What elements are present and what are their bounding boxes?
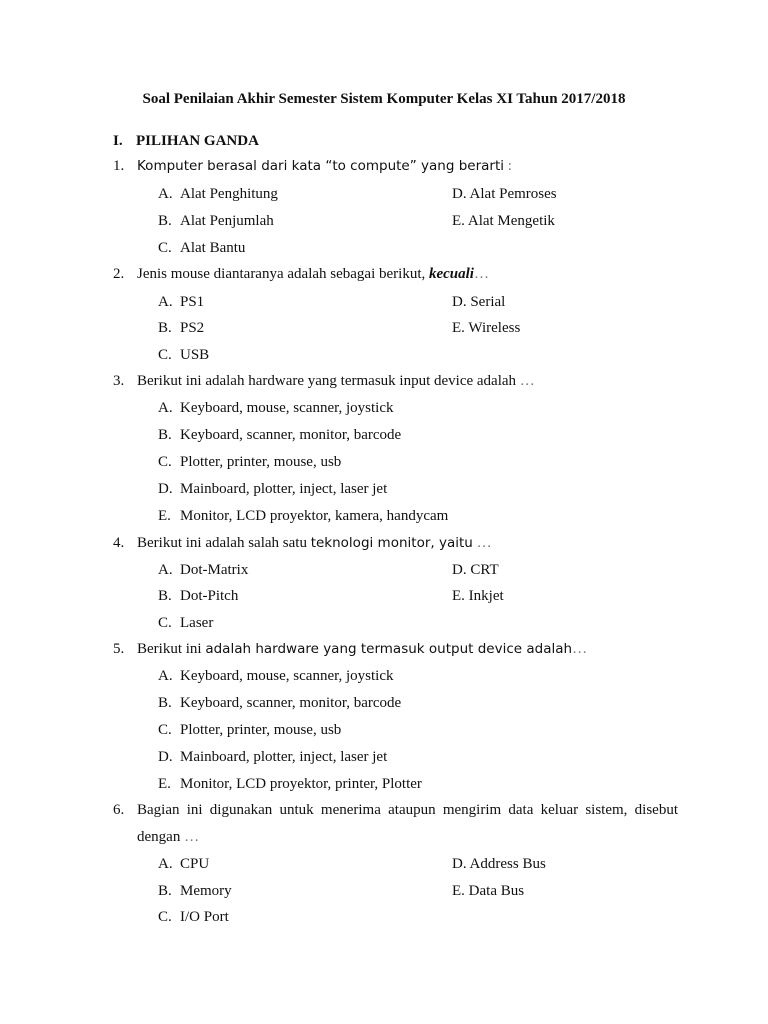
option-d: D. Address Bus <box>452 856 546 872</box>
option-e: E. Inkjet <box>452 588 504 604</box>
option-a: A. Keyboard, mouse, scanner, joystick <box>158 668 394 684</box>
option-e: E. Alat Mengetik <box>452 213 555 229</box>
question-text: Berikut ini adalah hardware yang termasuk output device adalah… <box>137 641 588 657</box>
question-number: 3. <box>113 373 125 389</box>
option-d: D. Serial <box>452 294 506 310</box>
option-d: D. Mainboard, plotter, inject, laser jet <box>158 749 388 765</box>
question-text: Berikut ini adalah hardware yang termasuk input device adalah … <box>137 373 535 389</box>
option-d: D. CRT <box>452 562 499 578</box>
option-a: A. Dot-Matrix <box>158 562 249 578</box>
question-number: 2. <box>113 266 125 282</box>
option-c: C. Plotter, printer, mouse, usb <box>158 454 342 470</box>
option-b: B. Keyboard, scanner, monitor, barcode <box>158 427 402 443</box>
option-d: D. Alat Pemroses <box>452 186 557 202</box>
question-number: 6. <box>113 802 125 818</box>
question-number: 4. <box>113 535 125 551</box>
section-number: I. <box>113 133 123 149</box>
option-d: D. Mainboard, plotter, inject, laser jet <box>158 481 388 497</box>
question-text: Jenis mouse diantaranya adalah sebagai berikut, kecuali… <box>137 266 489 282</box>
question-text: Komputer berasal dari kata “to compute” yang berarti : <box>137 158 512 174</box>
question-number: 1. <box>113 158 125 174</box>
option-b: B. Keyboard, scanner, monitor, barcode <box>158 695 402 711</box>
option-a: A. Keyboard, mouse, scanner, joystick <box>158 400 394 416</box>
option-a: A. PS1 <box>158 294 205 310</box>
question-text: Bagian ini digunakan untuk menerima ataupun mengirim data keluar sistem, disebut dengan … <box>137 802 678 845</box>
option-b: B. Memory <box>158 883 232 899</box>
question-text: Berikut ini adalah salah satu teknologi monitor, yaitu … <box>137 535 492 551</box>
option-c: C. I/O Port <box>158 909 229 925</box>
option-e: E. Monitor, LCD proyektor, kamera, handycam <box>158 508 449 524</box>
option-b: B. Alat Penjumlah <box>158 213 274 229</box>
option-e: E. Monitor, LCD proyektor, printer, Plotter <box>158 776 422 792</box>
option-c: C. Plotter, printer, mouse, usb <box>158 722 342 738</box>
option-c: C. Alat Bantu <box>158 240 246 256</box>
option-c: C. USB <box>158 347 210 363</box>
section-label: PILIHAN GANDA <box>136 133 259 149</box>
section-heading <box>113 133 259 150</box>
option-a: A. Alat Penghitung <box>158 186 278 202</box>
option-e: E. Wireless <box>452 320 521 336</box>
page-title: Soal Penilaian Akhir Semester Sistem Komputer Kelas XI Tahun 2017/2018 <box>142 91 626 107</box>
option-a: A. CPU <box>158 856 210 872</box>
option-b: B. Dot-Pitch <box>158 588 239 604</box>
option-c: C. Laser <box>158 615 214 631</box>
question-number: 5. <box>113 641 125 657</box>
option-b: B. PS2 <box>158 320 205 336</box>
option-e: E. Data Bus <box>452 883 525 899</box>
